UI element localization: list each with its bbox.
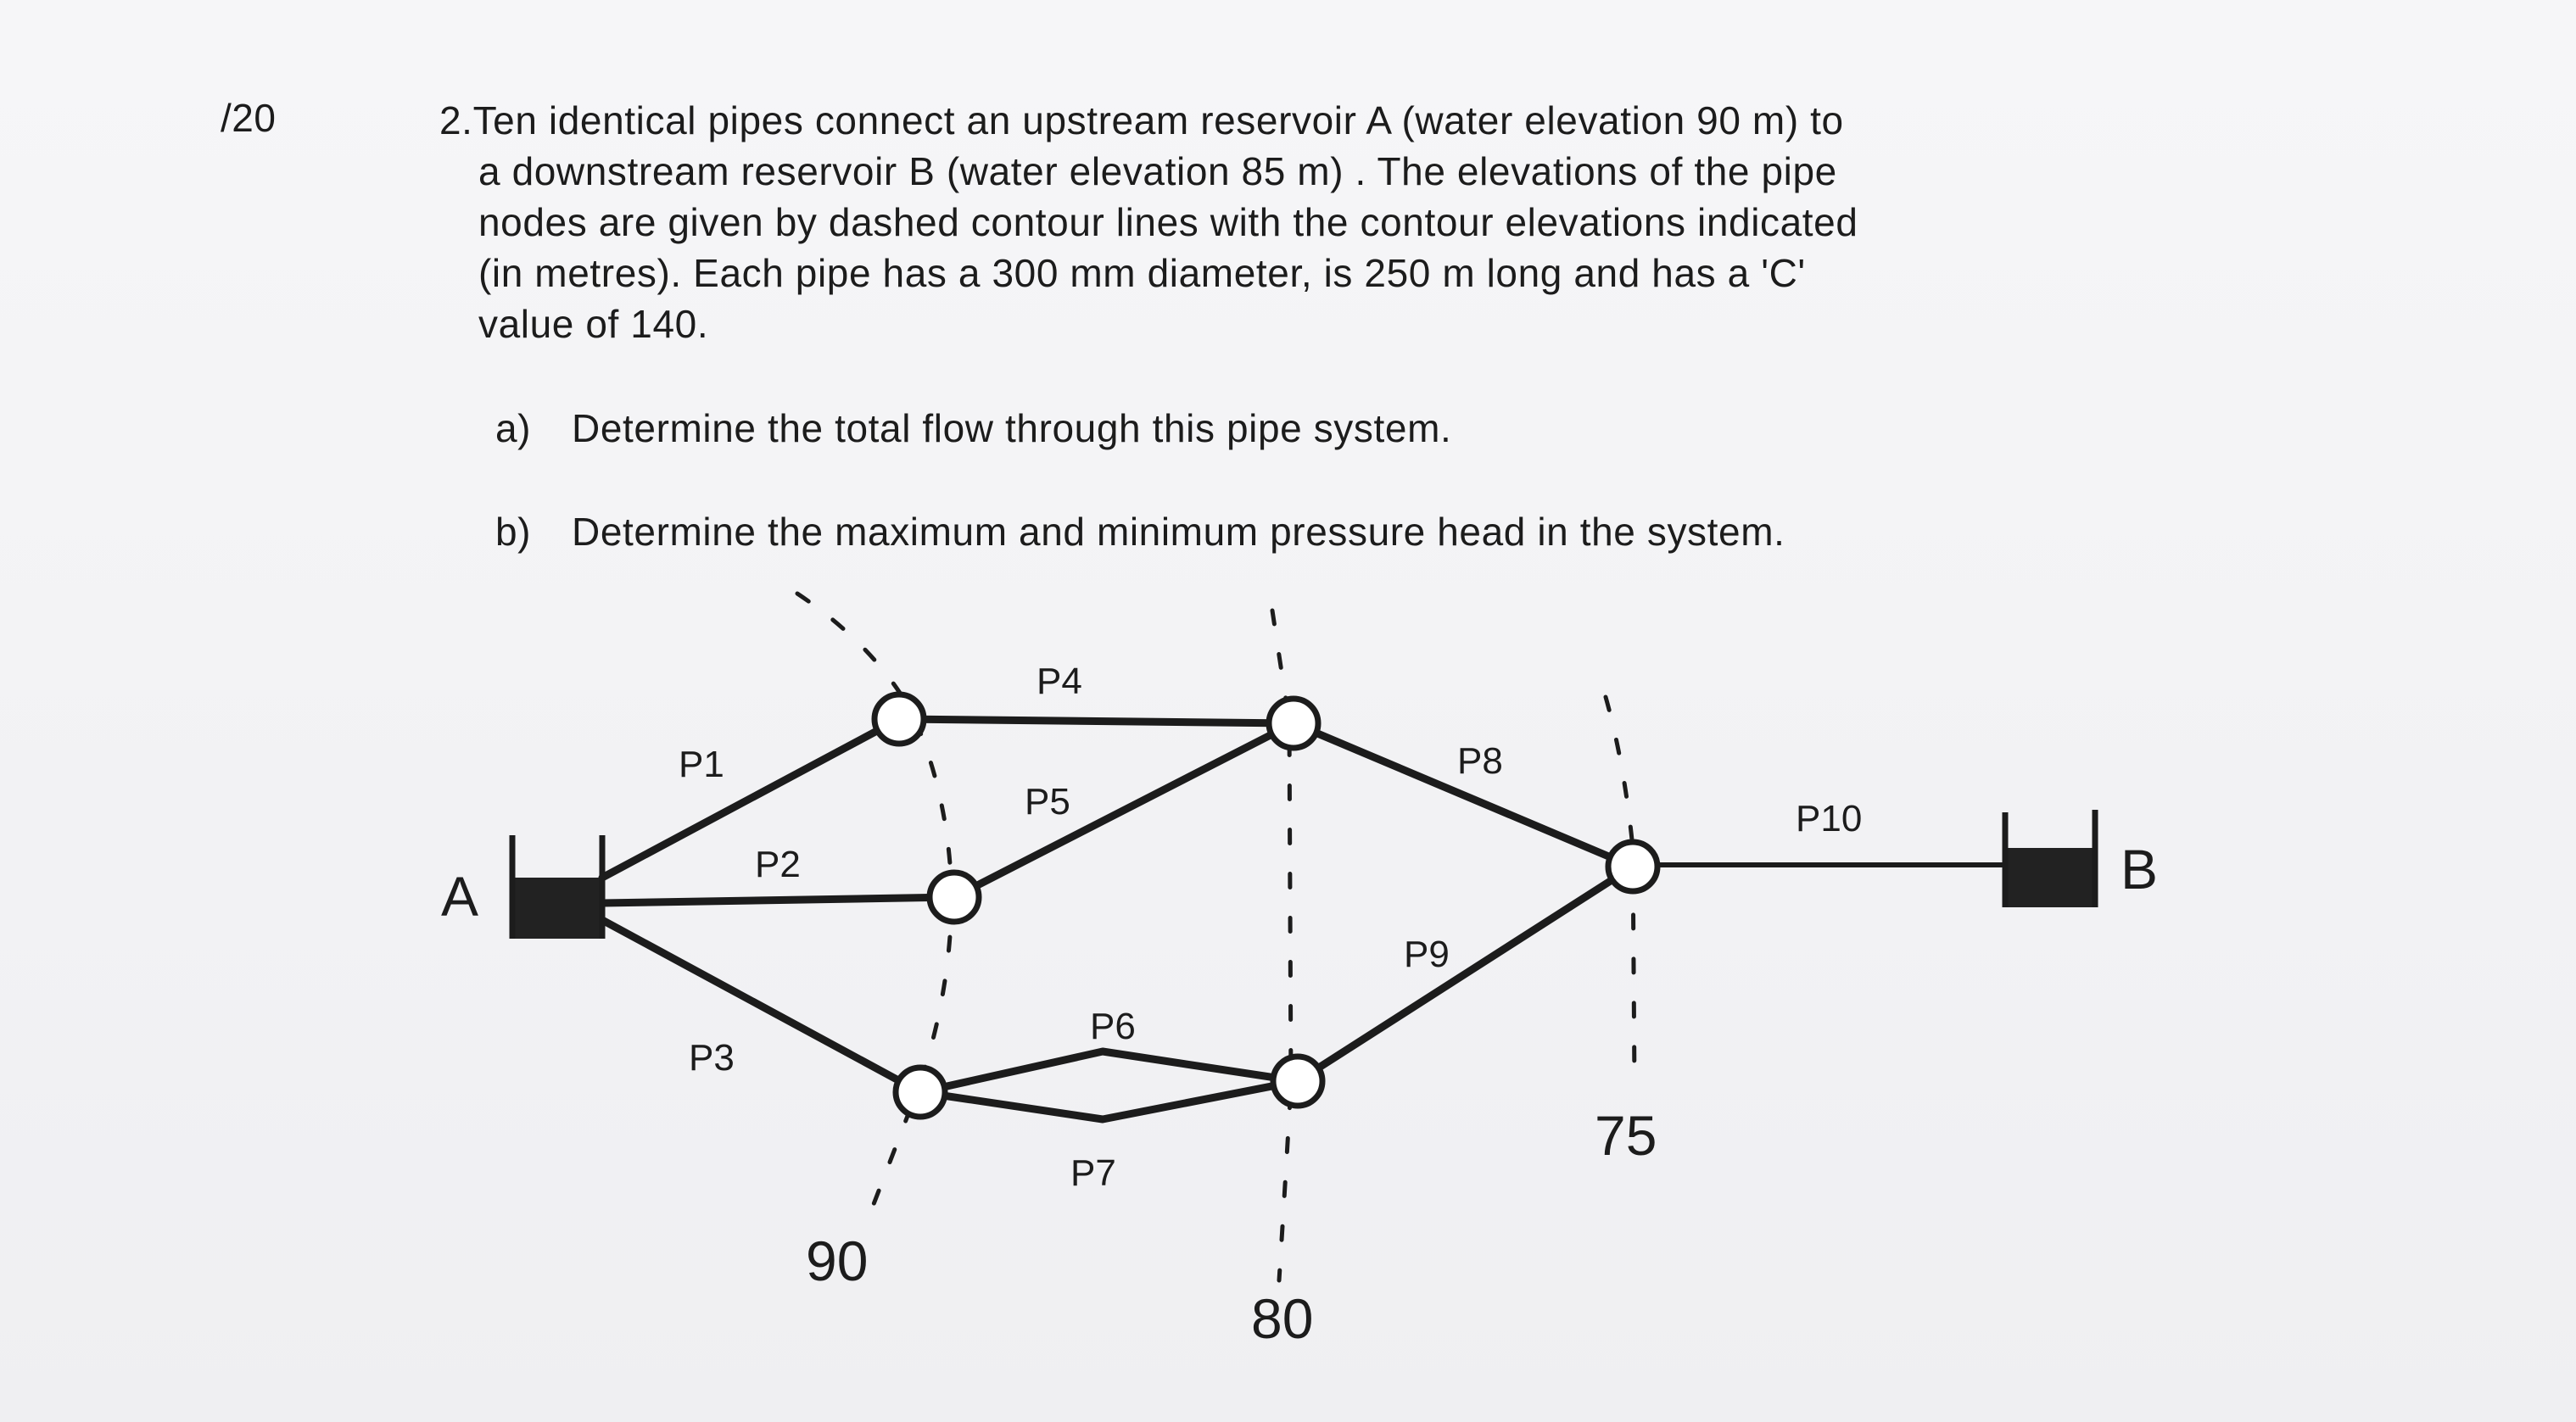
pipe-label-p9: P9 [1404,934,1450,975]
pipe-p1 [602,719,899,878]
pipe-p4 [899,719,1294,723]
pipe-label-p6: P6 [1090,1006,1136,1047]
node-1 [874,694,924,744]
pipe-label-p3: P3 [689,1037,735,1079]
contour-label-90: 90 [806,1230,869,1292]
reservoir-b-water [2003,848,2097,907]
contour-label-80: 80 [1251,1287,1314,1350]
marks-label: /20 [221,96,277,140]
reservoir-b [2003,810,2097,907]
part-a-text: Determine the total flow through this pipe system. [572,406,1452,450]
pipe-label-p4: P4 [1037,661,1082,702]
question-line-3: nodes are given by dashed contour lines with the contour elevations indicated [478,200,1858,244]
pipe-label-p1: P1 [679,744,724,785]
part-b-text: Determine the maximum and minimum pressure head in the system. [572,510,1785,554]
question-line-2: a downstream reservoir B (water elevation 85 m) . The elevations of the pipe [478,149,1837,193]
pipe-p7 [920,1081,1298,1119]
reservoir-b-label: B [2121,838,2159,901]
question-number: 2. [439,98,473,142]
pipe-label-p10: P10 [1796,798,1863,839]
node-2 [930,873,979,922]
part-b-label: b) [495,510,532,554]
question-line-1-text: Ten identical pipes connect an upstream reservoir A (water elevation 90 m) to [472,98,1844,142]
reservoir-a-water [511,878,602,939]
contour-label-75: 75 [1595,1104,1657,1167]
pipe-p5 [954,723,1294,897]
pipe-label-p5: P5 [1025,781,1070,823]
pipe-p3 [602,920,920,1092]
question-line-5: value of 140. [478,302,709,346]
node-5 [1273,1057,1322,1106]
pipe-p9 [1298,867,1633,1081]
pipe-p2 [602,897,954,903]
part-a-label: a) [495,406,532,450]
pipe-nodes [874,694,1657,1117]
pipe-p6 [920,1051,1298,1092]
node-3 [896,1068,945,1117]
pipe-label-p7: P7 [1070,1152,1116,1194]
node-6 [1608,842,1657,891]
question-line-4: (in metres). Each pipe has a 300 mm diameter, is 250 m long and has a 'C' [478,251,1806,295]
node-4 [1269,699,1318,748]
pipe-label-p8: P8 [1457,740,1503,782]
pipe-label-p2: P2 [755,844,801,885]
contour-lines [797,594,1634,1280]
reservoir-a-label: A [441,865,479,928]
reservoir-a [511,835,602,939]
